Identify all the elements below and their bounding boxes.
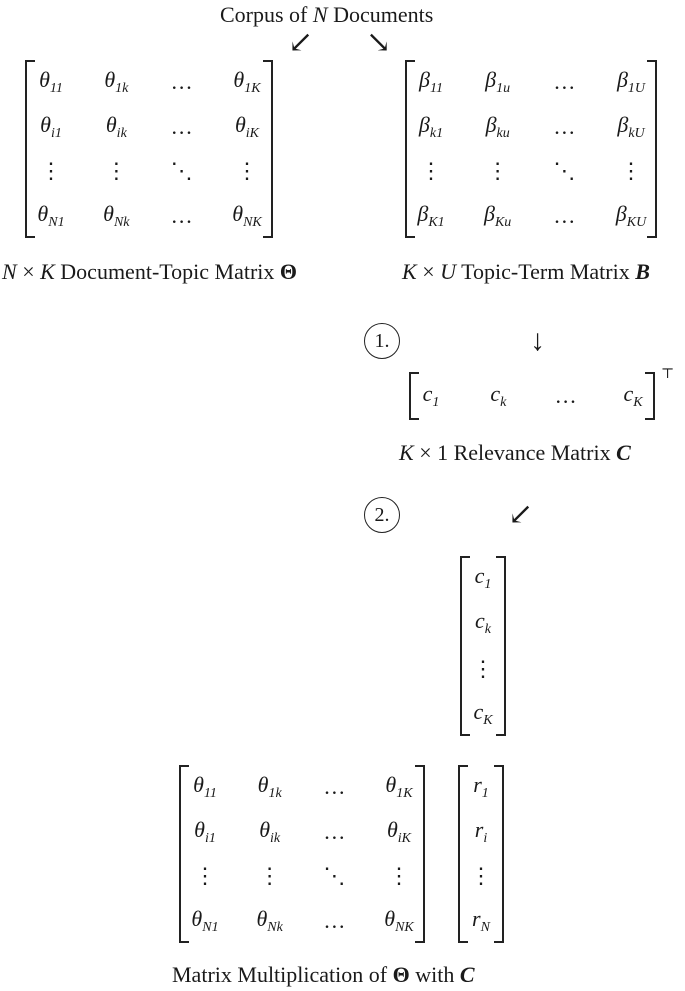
- caption-var-k: K: [402, 259, 417, 284]
- caption-symbol: B: [635, 259, 650, 284]
- horizontal-ellipsis: …: [553, 203, 576, 228]
- matrix-entry: [193, 772, 217, 802]
- entry-symbol: r: [472, 906, 481, 931]
- caption-var-n: N: [2, 259, 17, 284]
- left-bracket: [405, 60, 415, 238]
- right-bracket: [415, 765, 425, 943]
- vertical-ellipsis: ⋮: [420, 158, 442, 184]
- matrix-entry: [485, 67, 510, 97]
- relevance-column-vector: [460, 556, 506, 736]
- entry-subscript: iK: [397, 830, 412, 846]
- entry-subscript: ik: [116, 125, 127, 141]
- entry-subscript: Nk: [113, 215, 130, 230]
- entry-subscript: k: [484, 622, 491, 638]
- right-bracket: [647, 60, 657, 238]
- matrix-entry: [103, 201, 129, 231]
- vertical-ellipsis: ⋮: [472, 655, 494, 681]
- diagonal-ellipsis: ⋱: [170, 158, 193, 184]
- entry-subscript: 1: [481, 786, 489, 801]
- entry-subscript: 1u: [496, 81, 511, 96]
- relevance-row-vector: [409, 372, 655, 420]
- step-2-label: 2.: [374, 503, 390, 526]
- vertical-ellipsis: ⋮: [388, 863, 410, 889]
- entry-subscript: 11: [49, 81, 63, 96]
- matrix-entry: [258, 772, 282, 802]
- matrix-entry: [385, 772, 412, 802]
- vertical-ellipsis: ⋮: [470, 863, 492, 889]
- entry-subscript: 11: [203, 786, 217, 801]
- entry-subscript: NK: [395, 920, 414, 935]
- matrix-entry: [384, 906, 414, 936]
- entry-subscript: k: [500, 395, 507, 410]
- entry-subscript: 11: [430, 81, 443, 96]
- arrow-down-left-icon: ↙: [508, 498, 534, 531]
- entry-symbol: θ: [234, 111, 246, 137]
- step-2-marker: [364, 497, 400, 533]
- matrix-entry: [419, 112, 443, 142]
- vertical-ellipsis: ⋮: [105, 158, 128, 184]
- horizontal-ellipsis: …: [553, 113, 576, 139]
- corpus-title-text-end: Documents: [327, 2, 434, 27]
- caption-symbol-c: C: [459, 962, 475, 987]
- entry-subscript: 1k: [115, 81, 129, 96]
- step-1-label: 1.: [374, 329, 390, 352]
- entry-symbol: θ: [256, 906, 268, 931]
- caption-text: Topic-Term Matrix: [456, 259, 636, 284]
- matrix-entry: [484, 201, 511, 231]
- matrix-entry: [616, 201, 646, 231]
- arrow-down-icon: ↓: [530, 324, 545, 357]
- diagonal-ellipsis: ⋱: [323, 863, 346, 889]
- matrix-entry: [106, 112, 127, 142]
- entry-symbol: β: [617, 111, 629, 137]
- entry-symbol: β: [485, 67, 497, 92]
- entry-symbol: θ: [386, 816, 398, 842]
- matrix-multiplication-caption: [172, 962, 475, 988]
- caption-with: with: [409, 962, 460, 987]
- entry-subscript: ku: [496, 125, 510, 141]
- theta-matrix-product: [179, 765, 425, 943]
- right-bracket: [494, 765, 504, 943]
- left-bracket: [458, 765, 468, 943]
- vertical-ellipsis: ⋮: [486, 158, 509, 184]
- entry-subscript: 1K: [244, 81, 261, 96]
- caption-times: ×: [416, 259, 441, 284]
- theta-matrix: [25, 60, 273, 238]
- matrix-entry: [256, 906, 282, 936]
- entry-symbol: c: [474, 563, 485, 588]
- entry-symbol: β: [485, 111, 497, 137]
- beta-matrix: [405, 60, 657, 238]
- horizontal-ellipsis: …: [323, 818, 346, 844]
- theta-matrix-caption: [2, 259, 297, 285]
- entry-symbol: c: [473, 699, 484, 724]
- entry-subscript: N1: [202, 920, 219, 935]
- relevance-matrix-caption: [399, 440, 631, 466]
- matrix-entry: [617, 112, 644, 142]
- entry-symbol: θ: [384, 906, 396, 931]
- matrix-entry: [194, 817, 216, 847]
- arrow-down-left-icon: ↙: [288, 26, 314, 59]
- matrix-entry: [232, 201, 262, 231]
- matrix-entry: [259, 817, 280, 847]
- arrow-down-right-icon: ↘: [366, 26, 392, 59]
- entry-symbol: β: [417, 201, 429, 226]
- matrix-entry: [473, 772, 489, 802]
- entry-subscript: K: [633, 395, 643, 410]
- caption-text: Document-Topic Matrix: [54, 259, 280, 284]
- entry-subscript: N: [480, 920, 490, 935]
- entry-symbol: c: [623, 381, 634, 406]
- entry-symbol: θ: [37, 201, 49, 226]
- entry-symbol: β: [615, 201, 627, 226]
- corpus-title-var: N: [312, 2, 328, 27]
- entry-subscript: 1k: [268, 786, 282, 801]
- right-bracket: [645, 372, 655, 420]
- caption-symbol-theta: Θ: [392, 962, 410, 987]
- matrix-entry: [486, 112, 510, 142]
- vertical-ellipsis: ⋮: [236, 158, 258, 184]
- entry-symbol: θ: [257, 772, 269, 797]
- entry-subscript: i1: [50, 125, 62, 141]
- matrix-entry: [473, 699, 492, 729]
- entry-symbol: β: [484, 201, 495, 226]
- caption-var-k: K: [399, 440, 414, 465]
- right-bracket: [263, 60, 273, 238]
- corpus-title: [220, 2, 433, 28]
- matrix-entry: [475, 563, 492, 593]
- matrix-entry: [233, 67, 260, 97]
- left-bracket: [25, 60, 35, 238]
- transpose-symbol: ⊤: [661, 367, 675, 382]
- entry-symbol: c: [475, 608, 485, 634]
- entry-subscript: kU: [628, 125, 645, 141]
- entry-symbol: θ: [105, 111, 117, 137]
- matrix-entry: [617, 67, 645, 97]
- horizontal-ellipsis: …: [323, 908, 346, 933]
- matrix-entry: [40, 112, 62, 142]
- vertical-ellipsis: ⋮: [194, 863, 216, 889]
- entry-subscript: N1: [48, 215, 65, 230]
- matrix-entry: [623, 381, 642, 411]
- horizontal-ellipsis: …: [170, 203, 193, 228]
- entry-symbol: r: [474, 816, 484, 842]
- horizontal-ellipsis: …: [554, 383, 577, 408]
- horizontal-ellipsis: …: [323, 774, 346, 799]
- entry-symbol: θ: [103, 201, 114, 226]
- entry-symbol: c: [490, 381, 501, 406]
- entry-symbol: θ: [194, 816, 205, 842]
- entry-symbol: c: [422, 381, 433, 406]
- matrix-entry: [472, 906, 490, 936]
- result-column-vector: [458, 765, 504, 943]
- matrix-entry: [39, 67, 63, 97]
- entry-subscript: 1: [484, 577, 492, 592]
- caption-symbol: Θ: [279, 259, 298, 284]
- entry-symbol: θ: [40, 111, 51, 137]
- entry-symbol: β: [418, 111, 430, 137]
- matrix-entry: [475, 608, 491, 638]
- caption-var-k: K: [40, 259, 55, 284]
- entry-symbol: θ: [104, 67, 116, 92]
- caption-symbol: C: [616, 440, 631, 465]
- matrix-entry: [475, 817, 487, 847]
- entry-subscript: i1: [204, 830, 216, 846]
- left-bracket: [409, 372, 419, 420]
- entry-subscript: KU: [626, 215, 647, 230]
- caption-var-u: U: [440, 259, 456, 284]
- entry-subscript: 1U: [627, 81, 646, 96]
- horizontal-ellipsis: …: [170, 113, 193, 139]
- matrix-entry: [235, 112, 259, 142]
- entry-subscript: k1: [429, 125, 444, 141]
- entry-subscript: iK: [245, 125, 260, 141]
- entry-symbol: r: [473, 772, 482, 797]
- entry-symbol: β: [419, 67, 430, 92]
- caption-text: Relevance Matrix: [453, 440, 617, 465]
- step-1-marker: [364, 323, 400, 359]
- entry-symbol: θ: [233, 67, 245, 92]
- horizontal-ellipsis: …: [170, 69, 193, 94]
- entry-subscript: 1K: [396, 786, 413, 801]
- matrix-entry: [37, 201, 64, 231]
- corpus-title-text: Corpus of: [220, 2, 313, 27]
- caption-text: Matrix Multiplication of: [172, 962, 393, 987]
- entry-symbol: θ: [259, 816, 271, 842]
- horizontal-ellipsis: …: [553, 69, 576, 94]
- entry-subscript: i: [483, 830, 488, 846]
- entry-subscript: K1: [428, 215, 445, 230]
- entry-symbol: θ: [385, 772, 397, 797]
- matrix-entry: [490, 381, 506, 411]
- vertical-ellipsis: ⋮: [258, 863, 281, 889]
- matrix-entry: [417, 201, 444, 231]
- entry-subscript: Ku: [494, 215, 512, 230]
- matrix-entry: [423, 381, 440, 411]
- entry-symbol: θ: [191, 906, 203, 931]
- entry-subscript: NK: [243, 215, 262, 230]
- caption-times: ×: [16, 259, 41, 284]
- caption-times: × 1: [413, 440, 454, 465]
- entry-subscript: ik: [270, 830, 281, 846]
- entry-symbol: θ: [232, 201, 244, 226]
- matrix-entry: [419, 67, 443, 97]
- entry-subscript: 1: [432, 395, 440, 410]
- vertical-ellipsis: ⋮: [40, 158, 62, 184]
- diagonal-ellipsis: ⋱: [553, 158, 576, 184]
- entry-subscript: Nk: [267, 920, 283, 935]
- matrix-entry: [191, 906, 218, 936]
- entry-symbol: θ: [193, 772, 204, 797]
- left-bracket: [460, 556, 470, 736]
- left-bracket: [179, 765, 189, 943]
- entry-symbol: θ: [39, 67, 50, 92]
- matrix-entry: [104, 67, 128, 97]
- vertical-ellipsis: ⋮: [620, 158, 642, 184]
- entry-subscript: K: [483, 713, 493, 728]
- entry-symbol: β: [616, 67, 628, 92]
- matrix-entry: [387, 817, 411, 847]
- beta-matrix-caption: [402, 259, 650, 285]
- right-bracket: [496, 556, 506, 736]
